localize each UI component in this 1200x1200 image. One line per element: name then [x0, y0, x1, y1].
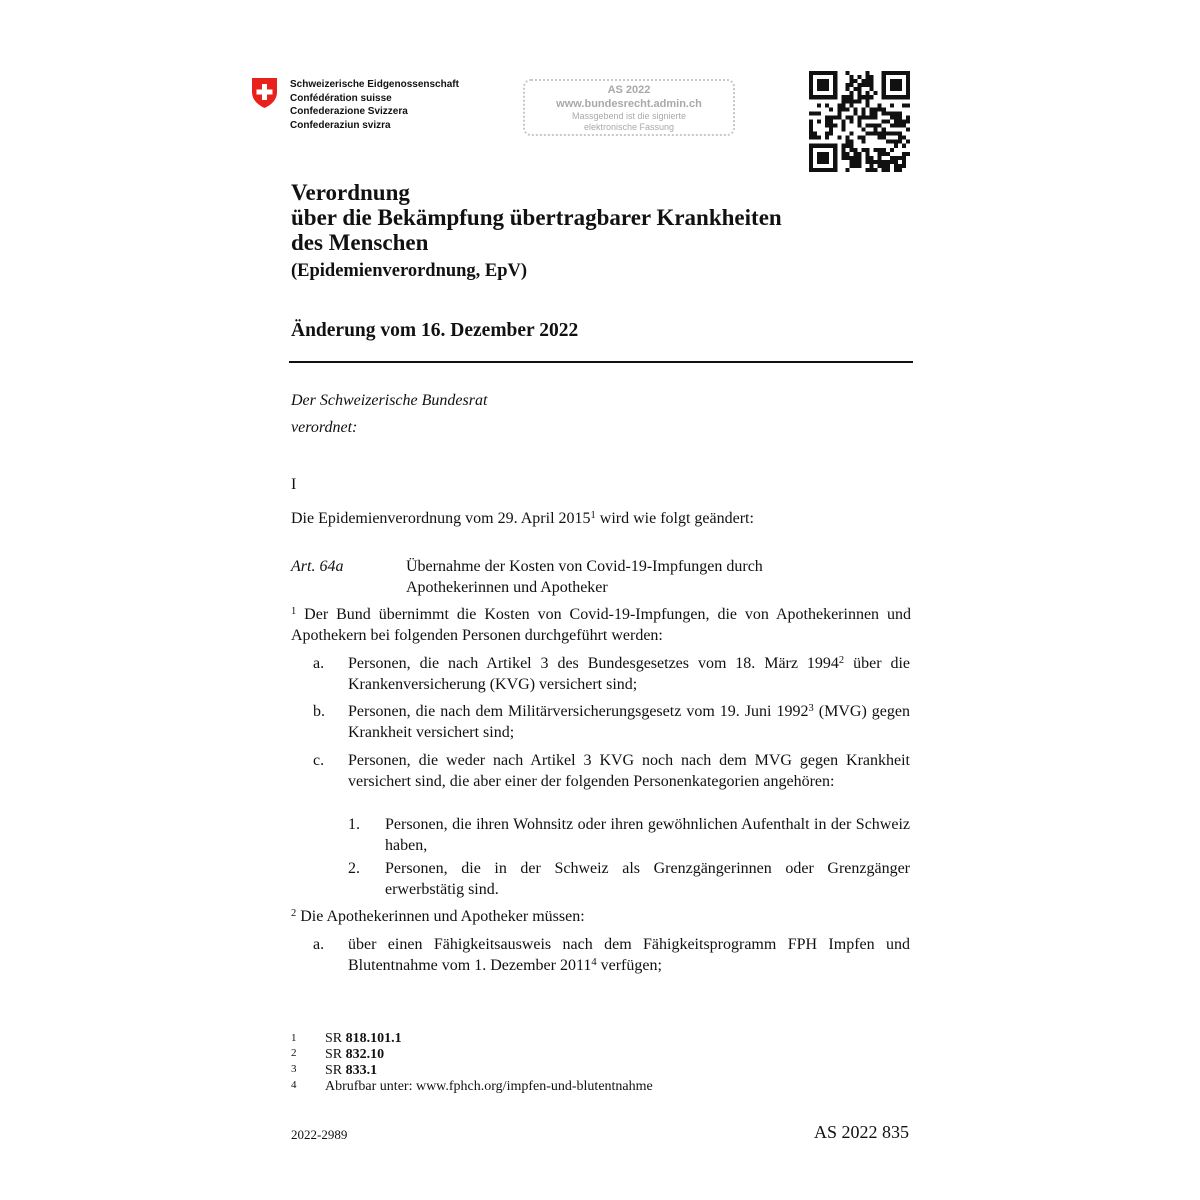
- paragraph-number: 1: [291, 606, 297, 617]
- footnote-ref-4[interactable]: 4: [591, 956, 597, 968]
- footnote-ref-3[interactable]: 3: [808, 703, 814, 714]
- sublist-label: 1.: [348, 816, 360, 833]
- intro-text-end: wird wie folgt geändert:: [595, 510, 754, 527]
- footnote-sr-link[interactable]: 833.1: [345, 1063, 378, 1078]
- stamp-as-number: AS 2022: [607, 84, 651, 96]
- list-label: c.: [313, 752, 325, 769]
- footnote-ref-2[interactable]: 2: [838, 655, 845, 666]
- stamp-url: www.bundesrecht.admin.ch: [556, 98, 702, 110]
- list-item: [348, 702, 910, 743]
- footnote-sr-link[interactable]: 818.101.1: [345, 1031, 402, 1046]
- article-title-line-1: Übernahme der Kosten von Covid-19-Impfungen durch: [406, 558, 763, 575]
- confederation-names: [290, 78, 459, 132]
- footnote-sr-link[interactable]: 832.10: [345, 1047, 385, 1062]
- stamp-note-1: Massgebend ist die signierte: [571, 111, 687, 121]
- document-short-title: (Epidemienverordnung, EpV): [291, 261, 528, 281]
- list-item-text: über einen Fähigkeitsausweis nach dem Fähigkeitsprogramm FPH Impfen und Blutentnahme vom 1. Dezember 2011: [348, 936, 910, 974]
- title-line-2: über die Bekämpfung übertragbarer Krankheiten: [291, 205, 782, 230]
- footnote-link-text[interactable]: Abrufbar unter: www.fphch.org/impfen-und-blutentnahme: [325, 1079, 653, 1094]
- confederation-line-rm: Confederaziun svizra: [290, 119, 391, 131]
- list-item: [348, 935, 910, 976]
- confederation-line-fr: Confédération suisse: [290, 92, 392, 104]
- footnote-number: 3: [291, 1063, 297, 1075]
- paragraph-2: [291, 907, 911, 928]
- footnote-text: SR 833.1: [325, 1063, 378, 1078]
- footnote-text: SR 832.10: [325, 1047, 385, 1062]
- list-item-text-end: (MVG) gegen Krankheit versichert sind;: [348, 703, 911, 741]
- sublist-item: Personen, die ihren Wohnsitz oder ihren gewöhnlichen Aufenthalt in der Schweiz haben,: [385, 816, 910, 854]
- list-label: a.: [313, 936, 325, 953]
- amendment-date: Änderung vom 16. Dezember 2022: [291, 320, 579, 341]
- footnote-number: 2: [291, 1047, 297, 1059]
- footnote-ref-1[interactable]: 1: [590, 510, 596, 521]
- list-label: b.: [313, 703, 325, 720]
- confederation-line-it: Confederazione Svizzera: [290, 106, 408, 117]
- list-item-text: Personen, die nach dem Militärversicherungsgesetz vom 19. Juni 1992: [348, 703, 809, 720]
- document-title: [291, 180, 782, 255]
- footnote-text: [325, 1079, 653, 1095]
- list-item-text: Personen, die nach Artikel 3 des Bundesgesetzes vom 18. März 1994: [348, 655, 839, 672]
- paragraph-1: [291, 605, 911, 646]
- stamp-note-2: elektronische Fassung: [583, 122, 675, 132]
- footnote-number: 4: [291, 1079, 297, 1091]
- footnote-number: 1: [291, 1032, 297, 1044]
- swiss-coat-of-arms-icon: [251, 77, 278, 109]
- paragraph-number: 2: [291, 908, 297, 919]
- paragraph-text: Der Bund übernimmt die Kosten von Covid-19-Impfungen, die von Apothekerinnen und Apothekern bei folgenden Personen durchgeführt werden:: [291, 606, 911, 644]
- article-number: Art. 64a: [291, 558, 344, 575]
- title-divider: [289, 361, 913, 363]
- title-line-3: des Menschen: [291, 230, 429, 255]
- preamble-authority: Der Schweizerische Bundesrat: [291, 392, 488, 409]
- sublist-label: 2.: [348, 860, 360, 877]
- section-number: I: [291, 476, 297, 493]
- list-item-text-end: verfügen;: [596, 956, 662, 974]
- article-title: [406, 557, 911, 598]
- paragraph-text: Die Apothekerinnen und Apotheker müssen:: [296, 908, 585, 925]
- document-number: 2022-2989: [291, 1127, 348, 1142]
- list-item: Personen, die weder nach Artikel 3 KVG noch nach dem MVG gegen Krankheit versichert sind, die aber einer der folgenden Personenkategorien angehören:: [348, 752, 910, 790]
- preamble-verb: verordnet:: [291, 419, 358, 436]
- intro-sentence: [291, 509, 911, 530]
- article-title-line-2: Apothekerinnen und Apotheker: [406, 578, 608, 596]
- official-stamp: [523, 79, 735, 136]
- intro-text: Die Epidemienverordnung vom 29. April 2015: [291, 510, 591, 527]
- list-item: [348, 654, 910, 695]
- title-line-1: Verordnung: [291, 180, 410, 205]
- list-item-text-end: über die Krankenversicherung (KVG) versichert sind;: [348, 655, 910, 693]
- footnote-text: SR 818.101.1: [325, 1031, 402, 1046]
- sublist-item: Personen, die in der Schweiz als Grenzgängerinnen oder Grenzgänger erwerbstätig sind.: [385, 860, 910, 898]
- official-compilation-reference: AS 2022 835: [813, 1122, 909, 1142]
- list-label: a.: [313, 655, 325, 672]
- confederation-line-de: Schweizerische Eidgenossenschaft: [290, 79, 459, 90]
- qr-code-icon[interactable]: [809, 71, 910, 172]
